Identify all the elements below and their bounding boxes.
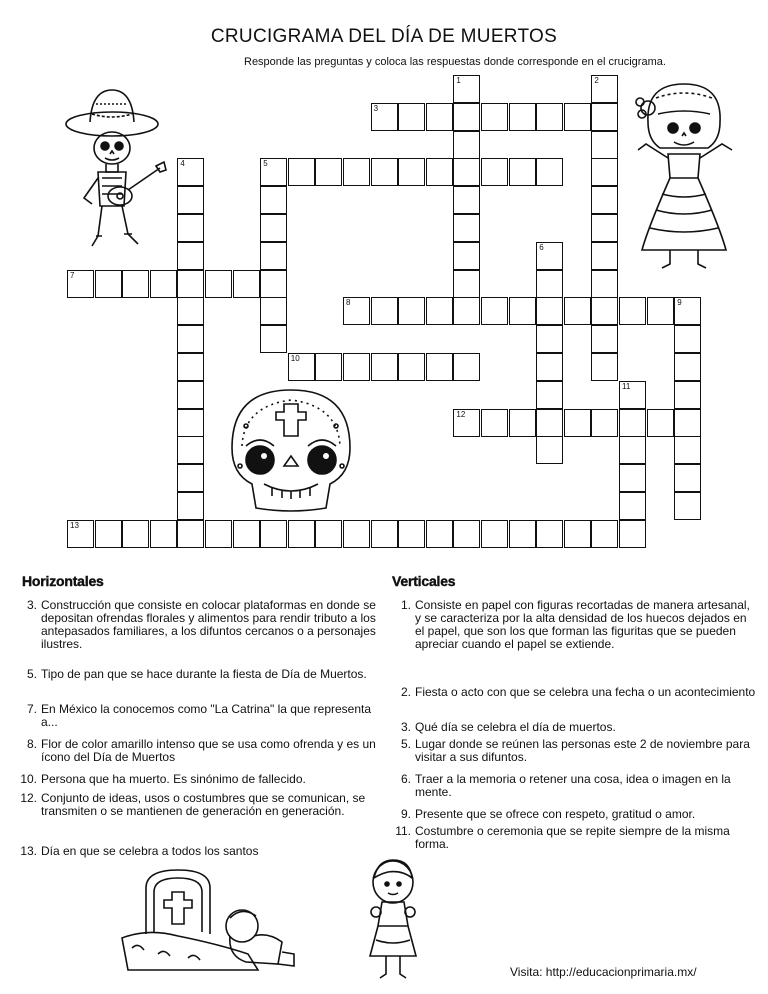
grid-cell[interactable]: [509, 520, 536, 548]
grid-cell[interactable]: [509, 103, 536, 131]
clue-v-2: 2. Fiesta o acto con que se celebra una fecha o un acontecimiento: [400, 685, 756, 699]
grid-cell[interactable]: [288, 158, 315, 186]
grid-cell[interactable]: [371, 297, 398, 325]
footer-link[interactable]: Visita: http://educacionprimaria.mx/: [510, 965, 697, 979]
grid-cell[interactable]: [536, 270, 563, 298]
grid-cell[interactable]: [260, 242, 287, 270]
grid-cell[interactable]: [398, 103, 425, 131]
grid-cell[interactable]: [177, 464, 204, 492]
grid-cell[interactable]: [591, 353, 618, 381]
clue-v-6: 6. Traer a la memoria o retener una cosa, idea o imagen en la mente.: [400, 772, 731, 799]
grid-cell[interactable]: [591, 520, 618, 548]
grid-cell[interactable]: [371, 158, 398, 186]
grid-cell[interactable]: [315, 158, 342, 186]
grid-cell[interactable]: [564, 297, 591, 325]
grid-cell[interactable]: [509, 297, 536, 325]
grid-cell[interactable]: [453, 242, 480, 270]
grid-cell[interactable]: [481, 103, 508, 131]
grid-cell[interactable]: [177, 270, 204, 298]
grid-cell[interactable]: [453, 158, 480, 186]
grid-cell[interactable]: [177, 186, 204, 214]
grid-cell[interactable]: [481, 158, 508, 186]
clue-h-7: 7. En México la conocemos como "La Catrina" la que representa a...: [26, 702, 372, 729]
grid-cell[interactable]: [260, 270, 287, 298]
grid-cell[interactable]: [481, 520, 508, 548]
grid-cell[interactable]: [536, 409, 563, 437]
grid-cell[interactable]: [260, 520, 287, 548]
grid-cell[interactable]: [288, 353, 315, 381]
grid-cell[interactable]: [564, 103, 591, 131]
grid-cell[interactable]: [619, 492, 646, 520]
grid-cell[interactable]: [453, 186, 480, 214]
clue-h-10: 10. Persona que ha muerto. Es sinónimo de fallecido.: [20, 772, 306, 786]
grid-cell[interactable]: [536, 325, 563, 353]
clue-v-3: 3. Qué día se celebra el día de muertos.: [400, 720, 616, 734]
clue-h-13: 13. Día en que se celebra a todos los santos: [20, 844, 259, 858]
grid-cell[interactable]: [260, 297, 287, 325]
grid-cell[interactable]: [591, 158, 618, 186]
grid-cell[interactable]: [288, 520, 315, 548]
grid-cell[interactable]: [591, 409, 618, 437]
grid-cell[interactable]: [591, 131, 618, 159]
grid-cell[interactable]: [67, 520, 94, 548]
grid-cell[interactable]: [150, 520, 177, 548]
grid-cell[interactable]: [371, 103, 398, 131]
grid-cell[interactable]: [619, 436, 646, 464]
grid-cell[interactable]: [619, 409, 646, 437]
grid-cell[interactable]: [536, 103, 563, 131]
grid-cell[interactable]: [260, 214, 287, 242]
grid-cell[interactable]: [674, 353, 701, 381]
grid-cell[interactable]: [591, 103, 618, 131]
grid-cell[interactable]: [177, 436, 204, 464]
clue-h-8: 8. Flor de color amarillo intenso que se usa como ofrenda y es un ícono del Día de Muertos: [26, 737, 376, 764]
instructions: Responde las preguntas y coloca las respuestas donde corresponde en el crucigrama.: [244, 56, 666, 68]
grid-cell[interactable]: [205, 270, 232, 298]
grid-cell[interactable]: [481, 297, 508, 325]
grid-cell[interactable]: [674, 325, 701, 353]
grid-cell[interactable]: [426, 520, 453, 548]
grid-cell[interactable]: [260, 186, 287, 214]
grid-clue-number: 4: [180, 159, 185, 169]
grid-cell[interactable]: [453, 103, 480, 131]
grid-cell[interactable]: [536, 297, 563, 325]
grid-clue-number: 13: [70, 520, 79, 530]
catrina-girl-illustration: [628, 78, 740, 274]
grid-clue-number: 6: [539, 242, 544, 252]
clue-h-12: 12. Conjunto de ideas, usos o costumbres que se comunican, se transmiten o se mantienen de generación en generación.: [20, 791, 366, 818]
grid-cell[interactable]: [371, 353, 398, 381]
grid-cell[interactable]: [509, 158, 536, 186]
grid-cell[interactable]: [591, 214, 618, 242]
grid-cell[interactable]: [177, 158, 204, 186]
grid-cell[interactable]: [398, 158, 425, 186]
grid-cell[interactable]: [177, 325, 204, 353]
grid-cell[interactable]: [453, 353, 480, 381]
grid-cell[interactable]: [536, 242, 563, 270]
grid-cell[interactable]: [536, 158, 563, 186]
clue-v-5: 5. Lugar donde se reúnen las personas este 2 de noviembre para visitar a sus difuntos.: [400, 737, 750, 764]
grid-cell[interactable]: [536, 353, 563, 381]
page-title: CRUCIGRAMA DEL DÍA DE MUERTOS: [210, 26, 558, 47]
grid-cell[interactable]: [426, 297, 453, 325]
grid-cell[interactable]: [122, 270, 149, 298]
grid-cell[interactable]: [343, 353, 370, 381]
grid-cell[interactable]: [426, 158, 453, 186]
grid-cell[interactable]: [371, 520, 398, 548]
grid-cell[interactable]: [315, 353, 342, 381]
grid-cell[interactable]: [591, 75, 618, 103]
grid-cell[interactable]: [619, 520, 646, 548]
grid-cell[interactable]: [564, 409, 591, 437]
grid-cell[interactable]: [343, 297, 370, 325]
grid-cell[interactable]: [177, 242, 204, 270]
grid-cell[interactable]: [647, 297, 674, 325]
grid-cell[interactable]: [647, 409, 674, 437]
grid-cell[interactable]: [426, 353, 453, 381]
grid-cell[interactable]: [343, 520, 370, 548]
clue-v-11: 11. Costumbre o ceremonia que se repite siempre de la misma forma.: [395, 824, 730, 851]
clue-v-9: 9. Presente que se ofrece con respeto, gratitud o amor.: [400, 807, 696, 821]
grid-clue-number: 8: [346, 298, 351, 308]
clue-h-5: 5. Tipo de pan que se hace durante la fiesta de Día de Muertos.: [26, 667, 367, 681]
grid-cell[interactable]: [674, 381, 701, 409]
grid-cell[interactable]: [205, 520, 232, 548]
grid-cell[interactable]: [481, 409, 508, 437]
clue-v-1: 1. Consiste en papel con figuras recortadas de manera artesanal, y se caracteriza por la alta densidad de los huecos dejados en el papel, que son los que forman las figuritas que se pueden apreciar cuando el papel se extiende.: [400, 598, 750, 651]
grid-cell[interactable]: [674, 297, 701, 325]
grid-clue-number: 2: [594, 76, 599, 85]
grid-cell[interactable]: [453, 520, 480, 548]
grave-visit-illustration: [118, 858, 300, 982]
grid-cell[interactable]: [591, 242, 618, 270]
grid-clue-number: 11: [622, 381, 631, 391]
verticales-heading: Verticales: [392, 573, 456, 589]
grid-cell[interactable]: [177, 409, 204, 437]
grid-cell[interactable]: [564, 520, 591, 548]
grid-clue-number: 9: [677, 298, 682, 308]
skeleton-mariachi-illustration: [62, 86, 170, 256]
horizontales-heading: Horizontales: [22, 573, 104, 589]
girl-illustration: [358, 856, 428, 984]
grid-clue-number: 12: [456, 409, 466, 419]
grid-cell[interactable]: [453, 297, 480, 325]
clue-h-3: 3. Construcción que consiste en colocar plataformas en donde se depositan ofrendas florales y alimentos para rendir tributo a los antepasados familiares, a los difuntos cercanos o a personajes ilustres.: [26, 598, 376, 651]
grid-cell[interactable]: [233, 520, 260, 548]
grid-cell[interactable]: [591, 325, 618, 353]
grid-cell[interactable]: [177, 214, 204, 242]
grid-clue-number: 10: [290, 354, 300, 363]
grid-cell[interactable]: [177, 381, 204, 409]
grid-cell[interactable]: [536, 381, 563, 409]
grid-cell[interactable]: [343, 158, 370, 186]
grid-cell[interactable]: [619, 297, 646, 325]
grid-cell[interactable]: [398, 297, 425, 325]
grid-cell[interactable]: [398, 353, 425, 381]
grid-cell[interactable]: [260, 325, 287, 353]
grid-cell[interactable]: [453, 270, 480, 298]
grid-cell[interactable]: [177, 353, 204, 381]
grid-cell[interactable]: [536, 436, 563, 464]
grid-clue-number: 1: [456, 76, 461, 85]
grid-cell[interactable]: [453, 131, 480, 159]
grid-cell[interactable]: [591, 186, 618, 214]
grid-cell[interactable]: [591, 270, 618, 298]
grid-cell[interactable]: [177, 492, 204, 520]
grid-cell[interactable]: [674, 492, 701, 520]
grid-cell[interactable]: [67, 270, 94, 298]
grid-cell[interactable]: [536, 520, 563, 548]
sugar-skull-illustration: [226, 386, 356, 516]
grid-cell[interactable]: [619, 464, 646, 492]
grid-cell[interactable]: [315, 520, 342, 548]
grid-cell[interactable]: [177, 520, 204, 548]
grid-cell[interactable]: [260, 158, 287, 186]
grid-cell[interactable]: [95, 270, 122, 298]
grid-clue-number: 7: [70, 270, 75, 280]
grid-cell[interactable]: [453, 214, 480, 242]
grid-cell[interactable]: [674, 409, 701, 437]
grid-cell[interactable]: [150, 270, 177, 298]
grid-cell[interactable]: [95, 520, 122, 548]
grid-cell[interactable]: [591, 297, 618, 325]
grid-cell[interactable]: [426, 103, 453, 131]
grid-cell[interactable]: [177, 297, 204, 325]
grid-cell[interactable]: [233, 270, 260, 298]
grid-clue-number: 3: [373, 103, 379, 113]
grid-cell[interactable]: [453, 409, 480, 437]
grid-cell[interactable]: [453, 75, 480, 103]
grid-cell[interactable]: [122, 520, 149, 548]
grid-clue-number: 5: [263, 159, 268, 169]
grid-cell[interactable]: [674, 464, 701, 492]
grid-cell[interactable]: [509, 409, 536, 437]
grid-cell[interactable]: [674, 436, 701, 464]
grid-cell[interactable]: [619, 381, 646, 409]
grid-cell[interactable]: [398, 520, 425, 548]
